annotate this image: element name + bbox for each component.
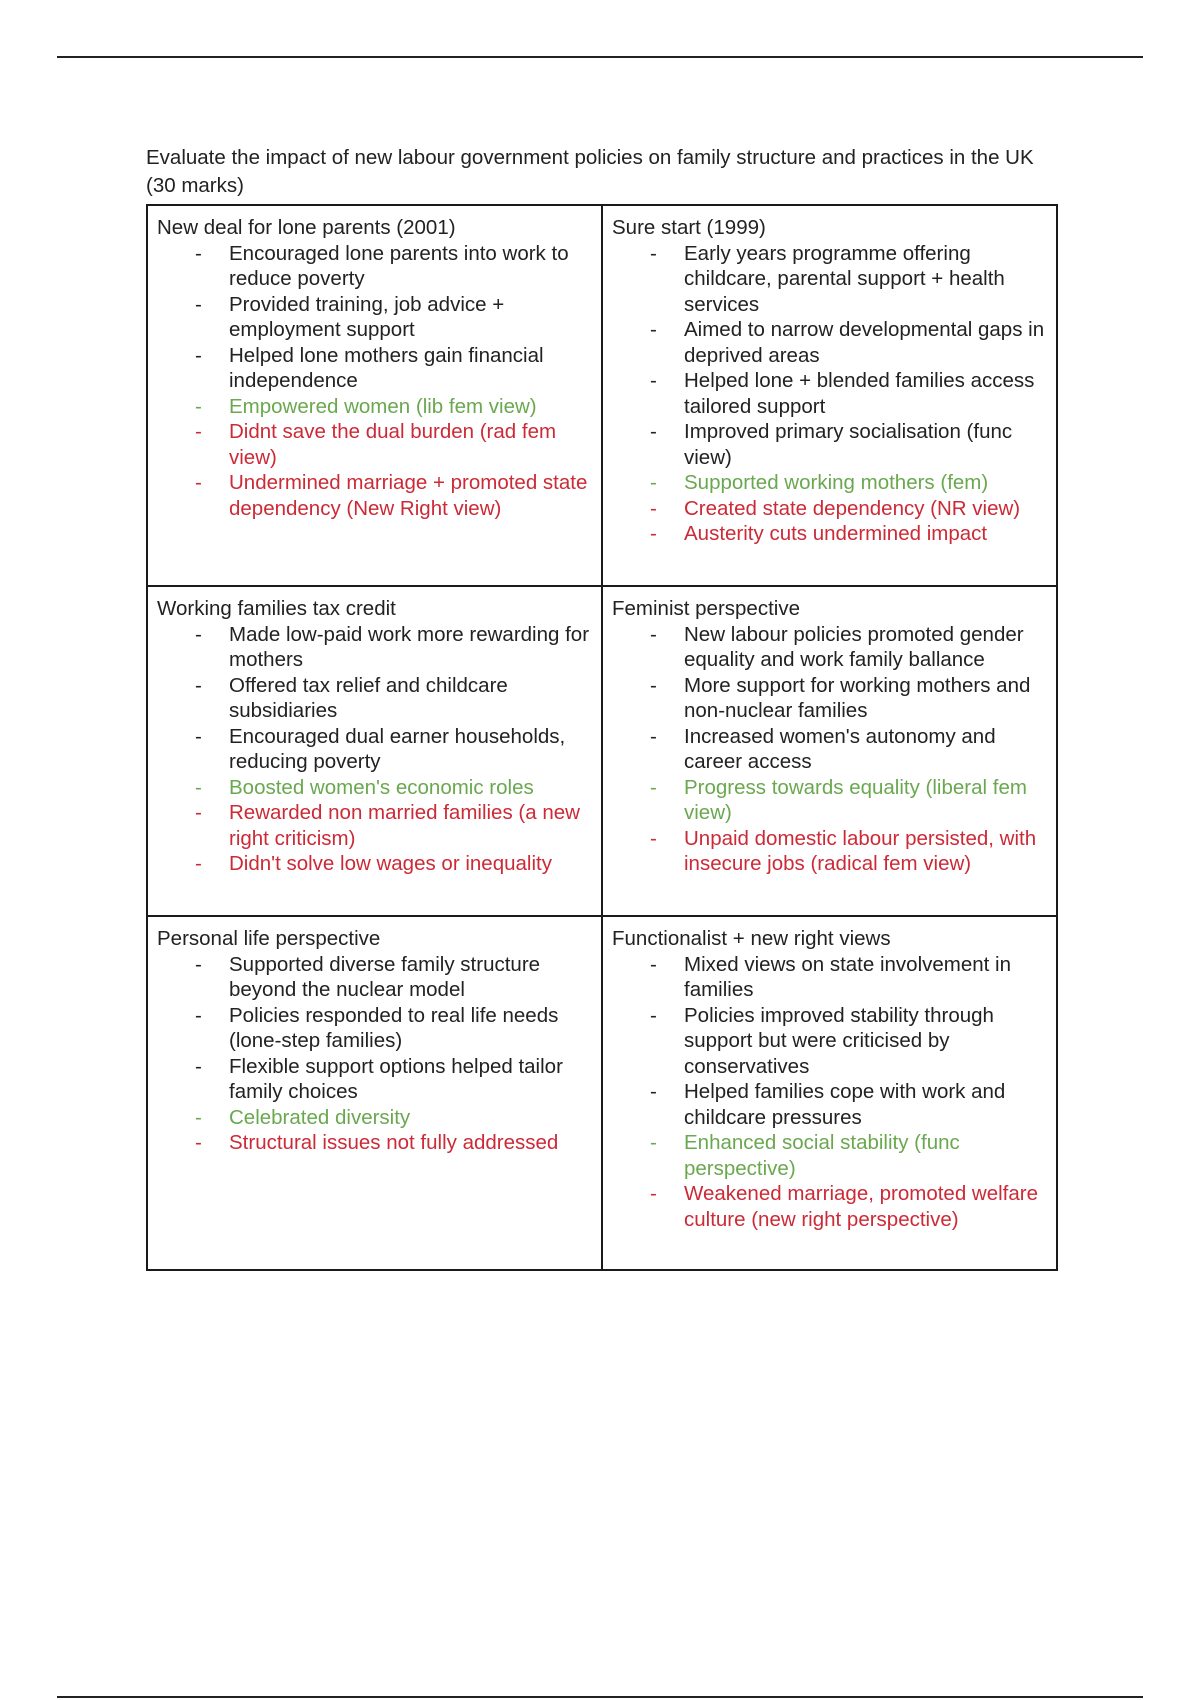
list-item (157, 343, 593, 394)
dash-bullet-icon: - (195, 1105, 202, 1129)
cell-title: Working families tax credit (157, 597, 396, 620)
list-item-text: Austerity cuts undermined impact (684, 522, 988, 545)
list-item (157, 724, 593, 775)
list-item (157, 419, 593, 470)
list-item (612, 826, 1048, 877)
cell-title: Feminist perspective (612, 597, 800, 620)
list-item-text: Weakened marriage, promoted welfare culture (new right perspective) (684, 1182, 1038, 1231)
cell-title: Functionalist + new right views (612, 927, 891, 950)
point-list (612, 952, 1048, 1233)
dash-bullet-icon: - (650, 496, 657, 520)
dash-bullet-icon: - (195, 1131, 202, 1154)
point-list (612, 241, 1048, 547)
list-item (612, 1003, 1048, 1080)
list-item-text: Created state dependency (NR view) (684, 496, 1021, 520)
header-rule (57, 56, 1143, 58)
list-item-text: Helped lone + blended families access tailored support (684, 369, 1035, 418)
list-item (157, 775, 593, 801)
list-item (157, 292, 593, 343)
list-item (612, 496, 1048, 522)
dash-bullet-icon: - (650, 1003, 657, 1027)
dash-bullet-icon: - (195, 1003, 202, 1027)
list-item-text: Helped families cope with work and childcare pressures (684, 1080, 1006, 1129)
dash-bullet-icon: - (650, 369, 657, 392)
list-item (157, 1105, 593, 1131)
grid-row (147, 916, 1057, 1270)
dash-bullet-icon: - (650, 1182, 657, 1205)
dash-bullet-icon: - (195, 952, 202, 976)
dash-bullet-icon: - (195, 241, 202, 265)
list-item (157, 851, 593, 877)
list-item (612, 241, 1048, 318)
list-item (612, 622, 1048, 673)
grid-row (147, 205, 1057, 586)
dash-bullet-icon: - (650, 1080, 657, 1103)
cell-sure-start (602, 205, 1057, 586)
list-item-text: Policies improved stability through support but were criticised by conservatives (684, 1003, 994, 1078)
list-item-text: Supported working mothers (fem) (684, 471, 989, 494)
list-item-text: Supported diverse family structure beyond the nuclear model (229, 952, 541, 1001)
list-item-text: Didnt save the dual burden (rad fem view) (229, 420, 557, 469)
list-item-text: New labour policies promoted gender equality and work family ballance (684, 622, 1024, 671)
list-item-text: Aimed to narrow developmental gaps in deprived areas (684, 318, 1045, 367)
footer-rule (57, 1696, 1143, 1698)
dash-bullet-icon: - (650, 522, 657, 545)
dash-bullet-icon: - (650, 952, 657, 976)
list-item-text: Structural issues not fully addressed (229, 1131, 559, 1154)
dash-bullet-icon: - (195, 801, 202, 824)
list-item (157, 622, 593, 673)
list-item-text: Celebrated diversity (229, 1105, 411, 1129)
dash-bullet-icon: - (195, 292, 202, 316)
dash-bullet-icon: - (650, 724, 657, 748)
list-item-text: Policies responded to real life needs (lone-step families) (229, 1003, 559, 1052)
cell-title: Sure start (1999) (612, 216, 766, 239)
dash-bullet-icon: - (650, 622, 657, 646)
list-item (157, 394, 593, 420)
list-item-text: Empowered women (lib fem view) (229, 394, 537, 418)
dash-bullet-icon: - (650, 775, 657, 799)
list-item (612, 1130, 1048, 1181)
evaluation-grid (146, 204, 1058, 1271)
list-item-text: Early years programme offering childcare, parental support + health services (684, 241, 1005, 316)
list-item-text: Unpaid domestic labour persisted, with insecure jobs (radical fem view) (684, 826, 1037, 875)
dash-bullet-icon: - (195, 394, 202, 418)
list-item-text: Flexible support options helped tailor family choices (229, 1054, 563, 1103)
point-list (612, 622, 1048, 877)
point-list (157, 622, 593, 877)
list-item (157, 673, 593, 724)
list-item-text: Undermined marriage + promoted state dependency (New Right view) (229, 471, 588, 520)
list-item (157, 952, 593, 1003)
dash-bullet-icon: - (650, 318, 657, 341)
point-list (157, 952, 593, 1156)
dash-bullet-icon: - (195, 724, 202, 748)
point-list (157, 241, 593, 522)
cell-functionalist-new-right (602, 916, 1057, 1270)
dash-bullet-icon: - (195, 852, 202, 875)
cell-new-deal-lone-parents (147, 205, 602, 586)
list-item (157, 800, 593, 851)
cell-working-families-tax-credit (147, 586, 602, 916)
list-item (612, 724, 1048, 775)
list-item (157, 470, 593, 521)
dash-bullet-icon: - (650, 826, 657, 850)
list-item-text: Made low-paid work more rewarding for mothers (229, 622, 590, 671)
dash-bullet-icon: - (195, 775, 202, 799)
grid-row (147, 586, 1057, 916)
cell-title: Personal life perspective (157, 927, 381, 950)
dash-bullet-icon: - (650, 1131, 657, 1154)
dash-bullet-icon: - (195, 1054, 202, 1078)
cell-personal-life-perspective (147, 916, 602, 1270)
dash-bullet-icon: - (195, 673, 202, 697)
dash-bullet-icon: - (650, 673, 657, 697)
list-item (157, 1003, 593, 1054)
list-item (157, 1130, 593, 1156)
list-item-text: Mixed views on state involvement in families (684, 952, 1012, 1001)
list-item (612, 521, 1048, 547)
list-item-text: Provided training, job advice + employment support (229, 292, 505, 341)
list-item (612, 1181, 1048, 1232)
dash-bullet-icon: - (195, 622, 202, 646)
dash-bullet-icon: - (195, 420, 202, 443)
list-item (612, 317, 1048, 368)
list-item-text: Helped lone mothers gain financial independence (229, 343, 544, 392)
list-item (612, 775, 1048, 826)
cell-feminist-perspective (602, 586, 1057, 916)
list-item-text: Improved primary socialisation (func view) (684, 420, 1013, 469)
dash-bullet-icon: - (650, 471, 657, 494)
dash-bullet-icon: - (650, 241, 657, 265)
dash-bullet-icon: - (195, 343, 202, 367)
list-item-text: More support for working mothers and non-nuclear families (684, 673, 1031, 722)
list-item (612, 368, 1048, 419)
list-item (157, 1054, 593, 1105)
list-item-text: Boosted women's economic roles (229, 775, 534, 799)
list-item (612, 673, 1048, 724)
list-item-text: Encouraged dual earner households, reducing poverty (229, 724, 566, 773)
list-item (612, 952, 1048, 1003)
list-item (612, 419, 1048, 470)
list-item (612, 470, 1048, 496)
list-item-text: Rewarded non married families (a new right criticism) (229, 801, 580, 850)
list-item-text: Enhanced social stability (func perspective) (684, 1131, 960, 1180)
cell-title: New deal for lone parents (2001) (157, 216, 456, 239)
list-item-text: Didn't solve low wages or inequality (229, 852, 552, 875)
list-item-text: Increased women's autonomy and career access (684, 724, 996, 773)
dash-bullet-icon: - (650, 420, 657, 443)
list-item (612, 1079, 1048, 1130)
question-heading: Evaluate the impact of new labour government policies on family structure and practices in the UK (30 marks) (146, 146, 1034, 197)
list-item-text: Offered tax relief and childcare subsidiaries (229, 673, 508, 722)
dash-bullet-icon: - (195, 471, 202, 494)
list-item-text: Progress towards equality (liberal fem view) (684, 775, 1027, 824)
list-item-text: Encouraged lone parents into work to reduce poverty (229, 241, 569, 290)
list-item (157, 241, 593, 292)
